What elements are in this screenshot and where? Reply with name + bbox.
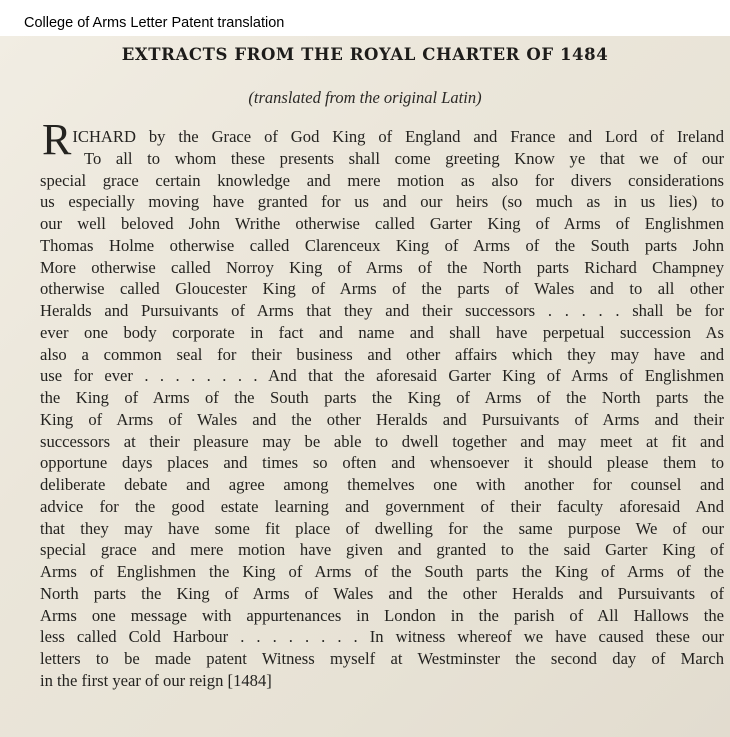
charter-line-11: also a common seal for their business and other affairs which they may have and — [40, 344, 724, 364]
document-title: EXTRACTS FROM THE ROYAL CHARTER OF 1484 — [121, 45, 609, 64]
charter-line-2: To all to whom these presents shall come greeting Know ye that we of our — [84, 148, 724, 168]
charter-line-8: otherwise called Gloucester King of Arms of the parts of Wales and to all other — [40, 279, 724, 299]
image-caption: College of Arms Letter Patent translation — [0, 0, 730, 36]
charter-line-23: Arms one message with appurtenances in London in the parish of All Hallows the — [40, 605, 724, 625]
charter-line-24: less called Cold Harbour . . . . . . . . In witness whereof we have caused these our — [40, 627, 724, 647]
charter-line-5: our well beloved John Writhe otherwise called Garter King of Arms of Englishmen — [40, 214, 724, 233]
first-line-text: ICHARD by the Grace of God King of England and France and Lord of Ireland — [72, 127, 724, 146]
charter-line-4: us especially moving have granted for us and our heirs (so much as in us lies) to — [40, 192, 724, 212]
charter-line-15: successors at their pleasure may be able to dwell together and may meet at fit and — [40, 431, 724, 451]
charter-line-22: North parts the King of Arms of Wales and the other Heralds and Pursuivants of — [40, 583, 724, 603]
charter-body — [40, 115, 724, 692]
charter-line-20: special grace and mere motion have given and granted to the said Garter King of — [40, 540, 724, 560]
charter-line-16: opportune days places and times so often and whensoever it should please them to — [40, 453, 724, 473]
charter-line-13: the King of Arms of the South parts the King of Arms of the North parts the — [40, 388, 724, 407]
document-subtitle: (translated from the original Latin) — [248, 88, 482, 107]
charter-line-25: letters to be made patent Witness myself at Westminster the second day of March — [40, 649, 724, 668]
charter-page — [0, 36, 730, 737]
charter-line-14: King of Arms of Wales and the other Heralds and Pursuivants of Arms and their — [40, 409, 724, 429]
charter-line-3: special grace certain knowledge and mere motion as also for divers considerations — [40, 170, 724, 190]
charter-line-6: Thomas Holme otherwise called Clarenceux King of Arms of the South parts John — [40, 235, 724, 255]
charter-line-10: ever one body corporate in fact and name and shall have perpetual succession As — [40, 322, 724, 342]
charter-line-9: Heralds and Pursuivants of Arms that they and their successors . . . . . shall be for — [40, 301, 724, 320]
charter-line-21: Arms of Englishmen the King of Arms of the South parts the King of Arms of the — [40, 562, 724, 581]
charter-line-19: that they may have some fit place of dwelling for the same purpose We of our — [40, 518, 724, 538]
charter-line-7: More otherwise called Norroy King of Arms of the North parts Richard Champney — [40, 257, 724, 277]
charter-line-26: in the first year of our reign [1484] — [40, 670, 272, 690]
drop-cap: R — [42, 115, 72, 164]
charter-line-17: deliberate debate and agree among themelves one with another for counsel and — [40, 475, 724, 494]
charter-line-18: advice for the good estate learning and government of their faculty aforesaid And — [40, 496, 724, 516]
charter-line-12: use for ever . . . . . . . . And that the aforesaid Garter King of Arms of Englishmen — [40, 366, 724, 386]
